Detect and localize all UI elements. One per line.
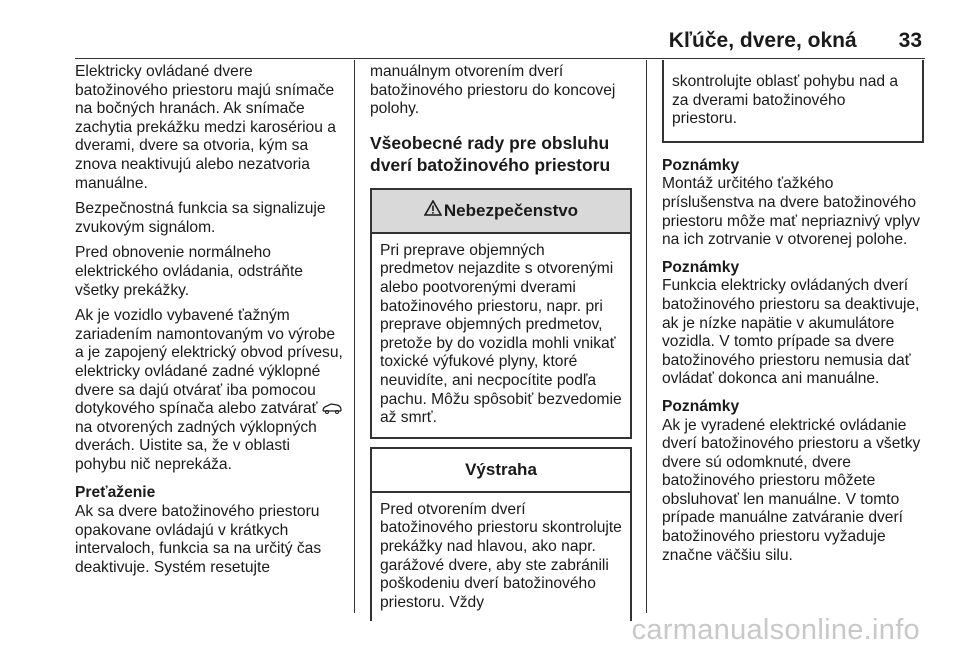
warning-triangle-icon — [424, 190, 442, 232]
column-divider-2 — [646, 60, 647, 613]
caution-text-continued: skontrolujte oblasť pohybu nad a za dverami batožinového priestoru. — [672, 73, 899, 128]
column-2 — [370, 63, 632, 621]
danger-text: Pri preprave objemných predmetov nejazdite s otvorenými alebo pootvorenými dverami batožinového priestoru, napr. pri preprave objemných predmetov, pretože by do vozidla mohli vnikať toxické výfukové plyny, ktoré neuvidíte, ani necpocítite podľa pachu. Môžu spôsobiť bezvedomie až smrť. — [380, 241, 622, 427]
towbar-text-start: Ak je vozidlo vybavené ťažným zariadením namontovaným vo výrobe a je zapojený elektrický obvod prívesu, elektricky ovládané zadné výklopné dvere sa dajú otvárať iba pomocou dotykového spínača alebo zatvárať — [75, 307, 343, 418]
column-1 — [75, 63, 345, 584]
subheading-overload: Preťaženie — [75, 484, 156, 502]
paragraph-sensors: Elektricky ovládané dvere batožinového priestoru majú snímače na bočných hranách. Ak snímače zachytia prekážku medzi karosériou a dverami, dvere sa otvoria, kým sa znova neaktivujú alebo nezatvoria manuálne. — [75, 63, 336, 192]
paragraph-safety-signal: Bezpečnostná funkcia sa signalizuje zvukovým signálom. — [75, 200, 326, 236]
note-title: Poznámky — [662, 397, 740, 415]
paragraph-overload: Ak sa dvere batožinového priestoru opakovane ovládajú v krátkych intervaloch, funkcia sa na určitý čas deaktivuje. Systém resetujte — [75, 503, 322, 576]
caution-title: Výstraha — [372, 449, 630, 493]
note-text: Funkcia elektricky ovládaných dverí batožinového priestoru sa deaktivuje, ak je nízke napätie v akumulátore vozidla. V tomto prípade sa dvere batožinového priestoru nemusia dať ovládať dokonca ani manuálne. — [662, 277, 920, 388]
danger-box-header — [372, 190, 630, 234]
page-number: 33 — [898, 29, 922, 52]
paragraph-towbar — [75, 307, 345, 474]
section-heading: Všeobecné rady pre obsluhu dverí batožinového priestoru — [370, 132, 611, 175]
note-3 — [662, 398, 924, 565]
caution-box — [370, 447, 632, 622]
car-tailgate-icon — [322, 402, 342, 414]
caution-text: Pred otvorením dverí batožinového priestoru skontrolujte prekážky nad hlavou, ako napr. garážové dvere, aby ste zabránili poškodeniu dverí batožinového priestoru. Vždy — [380, 500, 622, 611]
towbar-text-end: na otvorených zadných výklopných dverách. Uistite sa, že v oblasti pohybu nič neprekáža. — [75, 418, 317, 473]
header-divider — [75, 58, 925, 59]
page-header — [0, 29, 922, 53]
section-title: Kľúče, dvere, okná — [668, 29, 857, 52]
note-2 — [662, 259, 924, 389]
note-text: Ak je vyradené elektrické ovládanie dverí batožinového priestoru a všetky dvere sú odomknuté, dvere batožinového priestoru môžete obsluhovať len manuálne. V tomto prípade manuálne zatváranie dverí batožinového priestoru vyžaduje značne väčšiu silu. — [662, 416, 921, 564]
danger-title: Nebezpečenstvo — [443, 200, 579, 220]
note-title: Poznámky — [662, 258, 740, 276]
paragraph-manual-open: manuálnym otvorením dverí batožinového priestoru do koncovej polohy. — [370, 63, 616, 118]
column-3 — [662, 60, 924, 565]
note-text: Montáž určitého ťažkého príslušenstva na dvere batožinového priestoru môže mať nepriaznivý vplyv na ich zotrvanie v otvorenej polohe. — [662, 175, 921, 249]
note-title: Poznámky — [662, 156, 740, 174]
caution-box-continued — [662, 60, 924, 143]
note-1 — [662, 157, 924, 250]
column-divider-1 — [354, 60, 355, 613]
paragraph-remove-obstacles: Pred obnovenie normálneho elektrického ovládania, odstráňte všetky prekážky. — [75, 244, 303, 299]
watermark: carmanualsonline.info — [631, 614, 920, 646]
danger-box — [370, 188, 632, 439]
